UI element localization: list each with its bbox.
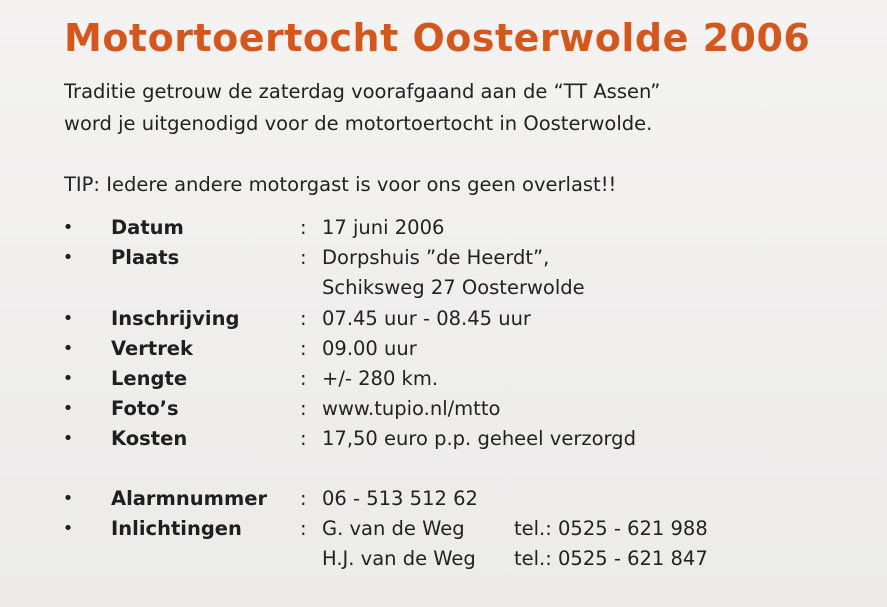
separator: : — [300, 216, 307, 239]
spacer — [62, 454, 762, 484]
separator: : — [300, 397, 307, 420]
list-item-vertrek — [62, 334, 762, 364]
bullet-icon: • — [62, 518, 74, 539]
bullet-icon: • — [62, 217, 74, 238]
separator: : — [300, 246, 307, 269]
details-list — [62, 213, 762, 574]
contact-label: Inlichtingen — [111, 517, 242, 540]
detail-label: Kosten — [111, 427, 188, 450]
detail-label: Foto’s — [111, 397, 179, 420]
bullet-icon: • — [62, 488, 74, 509]
contact-value: 06 - 513 512 62 — [322, 487, 478, 510]
list-item-lengte — [62, 364, 762, 394]
detail-value: 17,50 euro p.p. geheel verzorgd — [322, 427, 636, 450]
detail-value: 07.45 uur - 08.45 uur — [322, 307, 531, 330]
detail-label: Vertrek — [111, 337, 193, 360]
intro-line-1: Traditie getrouw de zaterdag voorafgaand aan de “TT Assen” — [64, 80, 661, 103]
detail-label: Datum — [111, 216, 184, 239]
separator: : — [300, 487, 307, 510]
contact-name: H.J. van de Weg — [322, 547, 476, 570]
tip-text: TIP: Iedere andere motorgast is voor ons geen overlast!! — [64, 173, 617, 196]
bullet-icon: • — [62, 247, 74, 268]
detail-value-url: www.tupio.nl/mtto — [322, 397, 501, 420]
separator: : — [300, 517, 307, 540]
bullet-icon: • — [62, 428, 74, 449]
detail-label: Lengte — [111, 367, 188, 390]
list-item-kosten — [62, 424, 762, 454]
separator: : — [300, 427, 307, 450]
separator: : — [300, 337, 307, 360]
detail-label: Inschrijving — [111, 307, 240, 330]
list-item-fotos — [62, 394, 762, 424]
separator: : — [300, 307, 307, 330]
separator: : — [300, 367, 307, 390]
bullet-icon: • — [62, 308, 74, 329]
bullet-icon: • — [62, 338, 74, 359]
detail-value: 09.00 uur — [322, 337, 417, 360]
contact-phone: tel.: 0525 - 621 988 — [514, 517, 708, 540]
page-title: Motortoertocht Oosterwolde 2006 — [64, 16, 811, 60]
bullet-icon: • — [62, 368, 74, 389]
contact-phone: tel.: 0525 - 621 847 — [514, 547, 708, 570]
list-item-plaats — [62, 243, 762, 273]
contact-name: G. van de Weg — [322, 517, 465, 540]
list-item-alarmnummer — [62, 484, 762, 514]
list-item-inschrijving — [62, 304, 762, 334]
bullet-icon: • — [62, 398, 74, 419]
contact-label: Alarmnummer — [111, 487, 268, 510]
list-item-datum — [62, 213, 762, 243]
intro-line-2: word je uitgenodigd voor de motortoertocht in Oosterwolde. — [64, 112, 653, 135]
detail-value-address: Schiksweg 27 Oosterwolde — [322, 276, 585, 299]
list-item-inlichtingen — [62, 514, 762, 544]
detail-value: Dorpshuis ”de Heerdt”, — [322, 246, 550, 269]
detail-label: Plaats — [111, 246, 180, 269]
list-item-inlichtingen-continued — [62, 544, 762, 574]
list-item-plaats-continued — [62, 273, 762, 304]
detail-value: +/- 280 km. — [322, 367, 439, 390]
intro-text — [64, 76, 660, 140]
detail-value: 17 juni 2006 — [322, 216, 445, 239]
